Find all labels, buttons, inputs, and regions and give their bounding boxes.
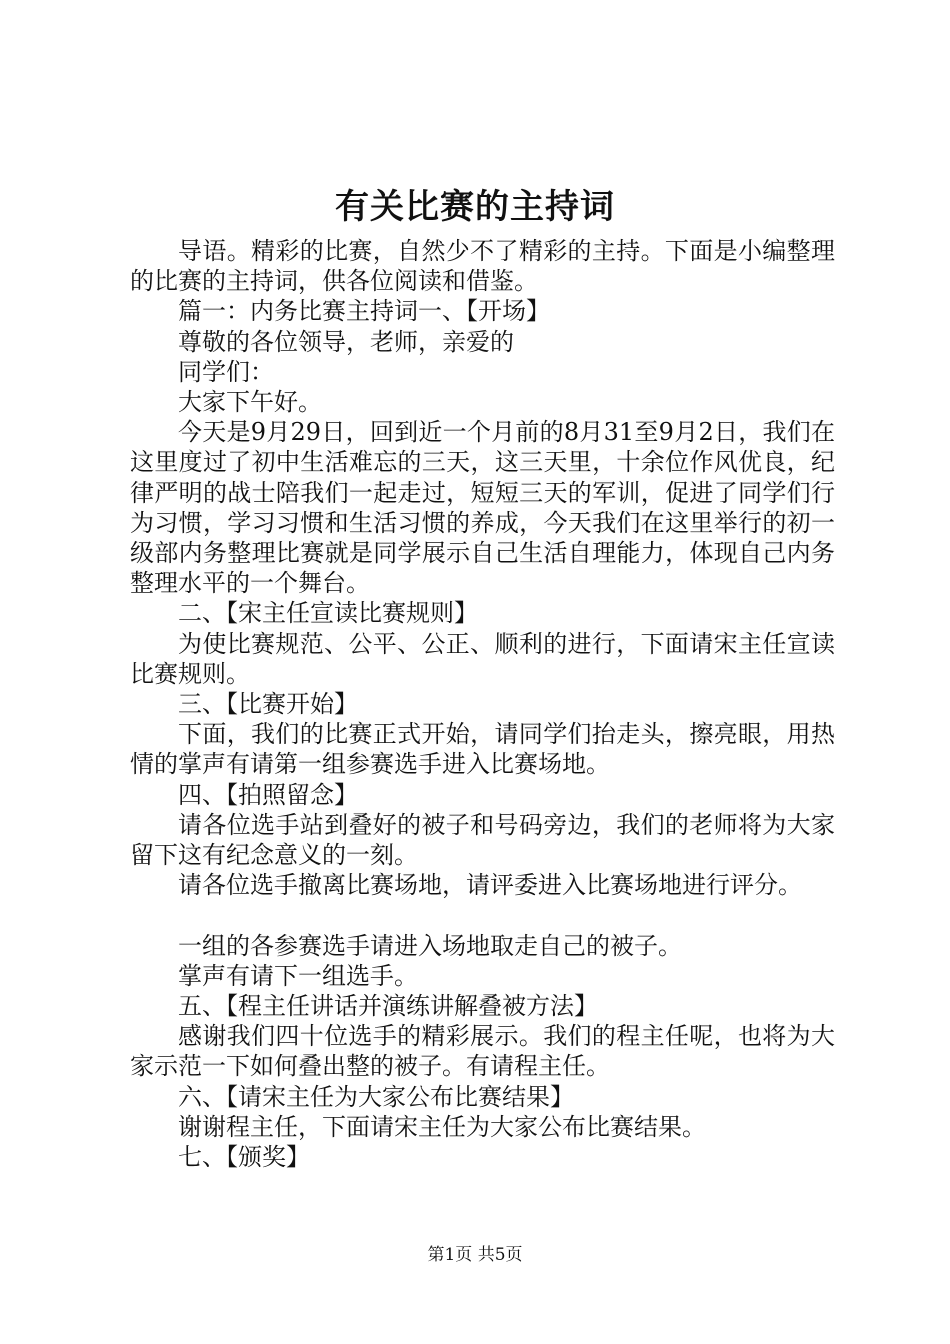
document-title: 有关比赛的主持词 [335, 187, 615, 227]
paragraph-intro: 导语。精彩的比赛，自然少不了精彩的主持。下面是小编整理的比赛的主持词，供各位阅读和借鉴。 [130, 237, 835, 296]
paragraph-section-5-heading: 五、【程主任讲话并演练讲解叠被方法】 [178, 992, 598, 1021]
paragraph-section-2-heading: 二、【宋主任宣读比赛规则】 [178, 599, 478, 628]
paragraph-greeting-3: 大家下午好。 [178, 388, 322, 417]
page-number: 第1页 共5页 [427, 1245, 523, 1265]
paragraph-section-6-heading: 六、【请宋主任为大家公布比赛结果】 [178, 1082, 574, 1111]
blank-line [130, 900, 835, 930]
document-body [130, 236, 835, 1172]
paragraph-greeting-1: 尊敬的各位领导，老师，亲爱的 [178, 327, 514, 356]
paragraph-photo: 请各位选手站到叠好的被子和号码旁边，我们的老师将为大家留下这有纪念意义的一刻。 [130, 810, 835, 870]
paragraph-rules: 为使比赛规范、公平、公正、顺利的进行，下面请宋主任宣读比赛规则。 [130, 629, 835, 688]
paragraph-section-4-heading: 四、【拍照留念】 [178, 780, 358, 809]
paragraph-section-3-heading: 三、【比赛开始】 [178, 690, 358, 719]
paragraph-next-group: 掌声有请下一组选手。 [178, 961, 418, 990]
paragraph-scoring: 请各位选手撤离比赛场地，请评委进入比赛场地进行评分。 [178, 871, 802, 900]
paragraph-demonstration: 感谢我们四十位选手的精彩展示。我们的程主任呢，也将为大家示范一下如何叠出整的被子。有请程主任。 [130, 1022, 835, 1081]
paragraph-opening-speech: 今天是9月29日，回到近一个月前的8月31至9月2日，我们在这里度过了初中生活难忘的三天，这三天里，十余位作风优良，纪律严明的战士陪我们一起走过，短短三天的军训，促进了同学们行为习惯，学习习惯和生活习惯的养成，今天我们在这里举行的初一级部内务整理比赛就是同学展示自己生活自理能力，体现自己内务整理水平的一个舞台。 [130, 418, 835, 598]
paragraph-results: 谢谢程主任，下面请宋主任为大家公布比赛结果。 [178, 1112, 706, 1141]
paragraph-section-1-heading: 篇一：内务比赛主持词一、【开场】 [178, 297, 550, 326]
paragraph-competition-start: 下面，我们的比赛正式开始，请同学们抬走头，擦亮眼，用热情的掌声有请第一组参赛选手进入比赛场地。 [130, 720, 835, 779]
paragraph-collect-quilts: 一组的各参赛选手请进入场地取走自己的被子。 [178, 931, 682, 960]
paragraph-greeting-2: 同学们： [178, 357, 274, 386]
paragraph-section-7-heading: 七、【颁奖】 [178, 1143, 310, 1172]
